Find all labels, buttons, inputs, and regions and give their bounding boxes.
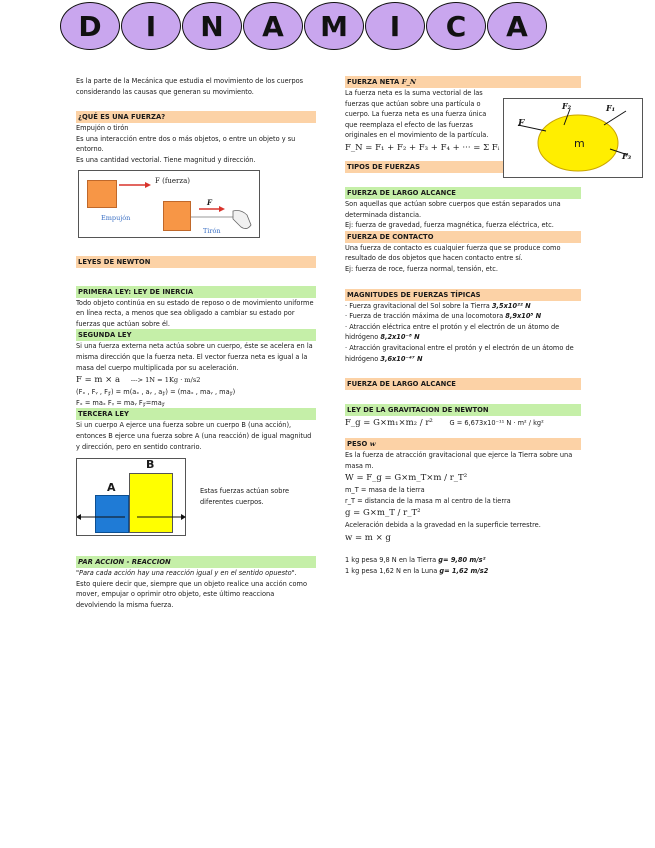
- tercera-ley-text: Si un cuerpo A ejerce una fuerza sobre un cuerpo B (una acción), entonces B ejerce una fuerza sobre A (una reacción) de igual magnitud y dirección, pero en sentido contrario.: [76, 421, 312, 451]
- largo-alcance-text: Son aquellas que actúan sobre cuerpos que están separados una determinada distancia.: [345, 199, 561, 219]
- peso-mt: m_T = masa de la tierra: [345, 486, 425, 495]
- magnitud-value: 8,2x10⁻⁸ N: [380, 333, 420, 342]
- magnitud-desc: · Fuerza de tracción máxima de una locomotora: [345, 312, 504, 321]
- label-b: B: [146, 458, 155, 472]
- peso-luna: [345, 566, 581, 577]
- peso-tierra: [345, 555, 581, 566]
- title-letter: C: [426, 2, 486, 50]
- magnitud-value: 3,6x10⁻⁴⁷ N: [380, 354, 423, 363]
- left-column: [76, 76, 316, 610]
- peso-text: Es la fuerza de atracción gravitacional que ejerce la Tierra sobre una masa m.: [345, 451, 573, 470]
- f3-label: F₃: [622, 151, 632, 161]
- pull-box: [163, 201, 191, 231]
- magnitud-item: [345, 311, 581, 322]
- title-banner: [60, 2, 550, 50]
- f2-label: F₂: [562, 101, 572, 111]
- par-text: Esto quiere decir que, siempre que un objeto realice una acción como mover, empujar o oprimir otro objeto, este último reacciona devolviendo la misma fuerza.: [76, 579, 308, 609]
- peso-symbol: w: [369, 440, 376, 449]
- peso-tierra-text: 1 kg pesa 9,8 N en la Tierra: [345, 556, 437, 565]
- peso-rt: r_T = distancia de la masa m al centro de la tierra: [345, 496, 511, 505]
- magnitud-desc: · Fuerza gravitacional del Sol sobre la Tierra: [345, 301, 490, 310]
- fuerza-line1: Empujón o tirón: [76, 124, 129, 133]
- newton-formula: F = m × a: [76, 375, 121, 386]
- magnitud-item: [345, 343, 581, 364]
- magnitud-value: 8,9x10⁵ N: [505, 312, 542, 321]
- fuerza-line3: Es una cantidad vectorial. Tiene magnitud y dirección.: [76, 155, 256, 164]
- magnitud-value: 3,5x10²² N: [491, 301, 531, 310]
- pull-label: Tirón: [203, 226, 221, 235]
- force-label: F (fuerza): [155, 176, 190, 185]
- title-letter: A: [243, 2, 303, 50]
- peso-luna-text: 1 kg pesa 1,62 N en la Luna: [345, 566, 438, 575]
- fuerza-neta-formula: F_N = F₁ + F₂ + F₃ + F₄ + ··· = Σ Fᵢ: [345, 142, 500, 153]
- action-reaction-arrows: [77, 459, 187, 537]
- tipos-heading: TIPOS DE FUERZAS: [345, 161, 581, 173]
- largo-alcance-ej: Ej: fuerza de gravedad, fuerza magnética, fuerza eléctrica, etc.: [345, 221, 554, 230]
- fuerza-neta-symbol: F_N: [401, 78, 417, 86]
- leyes-heading: LEYES DE NEWTON: [76, 256, 316, 268]
- fuerza-neta-heading: [345, 76, 581, 88]
- magnitudes-heading: MAGNITUDES DE FUERZAS TÍPICAS: [345, 289, 581, 301]
- label-a: A: [107, 481, 116, 495]
- par-heading: PAR ACCION - REACCION: [76, 556, 316, 568]
- title-letter: D: [60, 2, 120, 50]
- title-letter: A: [487, 2, 547, 50]
- segunda-ley-formula1: [76, 373, 316, 387]
- magnitud-desc: · Atracción eléctrica entre el protón y el electrón de un átomo de hidrógeno: [345, 322, 560, 342]
- peso-heading-text: PESO: [347, 440, 368, 449]
- tercera-caption: Estas fuerzas actúan sobre diferentes cuerpos.: [200, 487, 290, 506]
- gravitacion-heading: LEY DE LA GRAVITACION DE NEWTON: [345, 404, 581, 416]
- segunda-ley-text: Si una fuerza externa neta actúa sobre un cuerpo, éste se acelera en la misma dirección que la fuerza neta. El vector fuerza neta es igual a la masa del cuerpo multiplicada por su aceleración.: [76, 342, 313, 372]
- segunda-ley-formula2: (Fₓ , Fᵧ , F𝓏) = m(aₓ , aᵧ , a𝓏) = (maₓ , maᵧ , ma𝓏): [76, 388, 236, 397]
- peso-formula: W = F_g = G×m_T×m / r_T²: [345, 473, 468, 484]
- f1-label: F₁: [606, 103, 616, 113]
- gravitacion-formula: F_g = G×m₁×m₂ / r²: [345, 418, 433, 429]
- fuerza-neta-text: La fuerza neta es la suma vectorial de las fuerzas que actúan sobre una partícula o cuerpo. La fuerza neta es una fuerza única que reemplaza el efecto de las fuerzas originales en el movimiento de la partícula.: [345, 89, 489, 140]
- primera-ley-heading: PRIMERA LEY: LEY DE INERCIA: [76, 286, 316, 298]
- g-constant: G = 6,673x10⁻¹¹ N · m² / kg²: [449, 419, 544, 428]
- push-label: Empujón: [101, 213, 131, 222]
- magnitud-item: [345, 322, 581, 343]
- peso-acel: Aceleración debida a la gravedad en la superficie terrestre.: [345, 521, 541, 530]
- net-force-figure: [503, 98, 643, 178]
- contacto-ej: Ej: fuerza de roce, fuerza normal, tensión, etc.: [345, 264, 499, 273]
- contacto-heading: FUERZA DE CONTACTO: [345, 231, 581, 243]
- tercera-ley-figure-row: [76, 458, 316, 538]
- title-letter: I: [121, 2, 181, 50]
- segunda-ley-heading: SEGUNDA LEY: [76, 329, 316, 341]
- que-es-fuerza-heading: ¿QUÉ ES UNA FUERZA?: [76, 111, 316, 123]
- fuerza-neta-heading-text: FUERZA NETA: [347, 78, 400, 86]
- title-letter: N: [182, 2, 242, 50]
- fuerza-line2: Es una interacción entre dos o más objetos, o entre un objeto y su entorno.: [76, 134, 296, 154]
- peso-tierra-value: g= 9,80 m/s²: [438, 556, 486, 565]
- action-reaction-figure: [76, 458, 186, 536]
- primera-ley-text: Todo objeto continúa en su estado de reposo o de movimiento uniforme en línea recta, a menos que sea obligado a cambiar su estado por fuerzas que actúan sobre él.: [76, 298, 314, 328]
- net-f-label: F: [518, 119, 525, 129]
- peso-luna-value: g= 1,62 m/s2: [439, 566, 489, 575]
- contacto-text: Una fuerza de contacto es cualquier fuerza que se produce como resultado de dos objetos que hacen contacto entre sí.: [345, 243, 561, 263]
- g-formula: g = G×m_T / r_T²: [345, 508, 421, 519]
- largo-alcance-2-heading: FUERZA DE LARGO ALCANCE: [345, 378, 581, 390]
- magnitud-desc: · Atracción gravitacional entre el protón y el electrón de un átomo de hidrógeno: [345, 343, 574, 363]
- title-letter: I: [365, 2, 425, 50]
- largo-alcance-heading: FUERZA DE LARGO ALCANCE: [345, 187, 581, 199]
- intro-text: Es la parte de la Mecánica que estudia el movimiento de los cuerpos considerando las causas que generan su movimiento.: [76, 77, 304, 96]
- magnitud-item: [345, 301, 581, 312]
- mass-label: m: [574, 137, 585, 150]
- f-label: F: [207, 197, 212, 207]
- newton-unit: ---> 1N = 1Kg · m/s2: [130, 376, 201, 385]
- tercera-ley-heading: TERCERA LEY: [76, 408, 316, 420]
- par-quote: "Para cada acción hay una reacción igual y en el sentido opuesto".: [76, 569, 297, 578]
- segunda-ley-formula3: Fₓ = maₓ Fᵧ = maᵧ F𝓏=ma𝓏: [76, 398, 165, 407]
- peso-heading: [345, 438, 581, 450]
- gravitacion-formula-row: [345, 416, 581, 430]
- title-letter: M: [304, 2, 364, 50]
- push-pull-figure: [78, 170, 260, 238]
- w-formula: w = m × g: [345, 533, 391, 544]
